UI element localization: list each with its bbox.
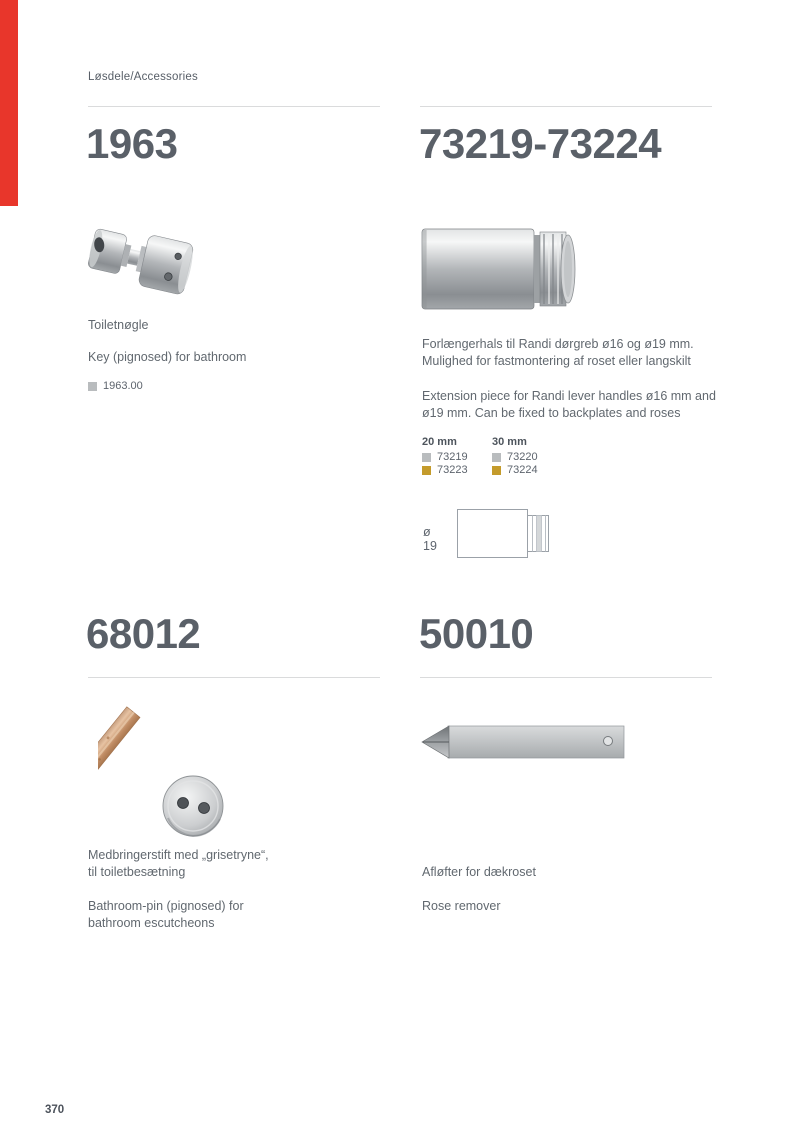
- variant-column-20mm: [422, 436, 492, 478]
- brand-accent-bar: [0, 0, 18, 206]
- desc-en-line2: bathroom escutcheons: [88, 916, 215, 930]
- variant-list: [88, 381, 143, 394]
- variant-row: [492, 452, 562, 463]
- extension-piece-photo: [421, 227, 581, 311]
- variant-row: [88, 381, 143, 392]
- product-title-1963: 1963: [86, 120, 178, 167]
- divider: [420, 106, 712, 107]
- desc-en: Key (pignosed) for bathroom: [88, 350, 247, 364]
- variant-row: [422, 452, 492, 463]
- desc-da-line2: til toiletbesætning: [88, 865, 186, 879]
- breadcrumb: Løsdele/Accessories: [88, 71, 198, 83]
- divider: [88, 106, 380, 107]
- product-title-68012: 68012: [86, 610, 201, 657]
- variant-code: 73220: [507, 451, 538, 463]
- divider: [420, 677, 712, 678]
- desc-da: Afløfter for dækroset: [422, 865, 536, 879]
- variant-code: 73219: [437, 451, 468, 463]
- desc-en: Rose remover: [422, 899, 501, 913]
- variant-code: 73223: [437, 464, 468, 476]
- desc-da-line2: Mulighed for fastmontering af roset eller langskilt: [422, 354, 691, 368]
- variant-row: [422, 465, 492, 476]
- finish-swatch-steel: [422, 453, 431, 462]
- finish-swatch-brass: [422, 466, 431, 475]
- bathroom-key-photo: [86, 224, 194, 308]
- finish-swatch-steel: [88, 382, 97, 391]
- variant-code: 73224: [507, 464, 538, 476]
- divider: [88, 677, 380, 678]
- variant-row: [492, 465, 562, 476]
- desc-da-line1: Forlængerhals til Randi dørgreb ø16 og ø19 mm.: [422, 337, 694, 351]
- desc-en-line1: Bathroom-pin (pignosed) for: [88, 899, 244, 913]
- finish-swatch-steel: [492, 453, 501, 462]
- variant-table: [422, 436, 562, 478]
- rose-remover-photo: [420, 720, 628, 764]
- variant-column-header: 30 mm: [492, 436, 527, 448]
- variant-column-30mm: [492, 436, 562, 478]
- desc-en-line2: ø19 mm. Can be fixed to backplates and roses: [422, 406, 681, 420]
- finish-swatch-brass: [492, 466, 501, 475]
- product-title-73219-73224: 73219-73224: [419, 120, 662, 167]
- variant-column-header: 20 mm: [422, 436, 457, 448]
- desc-en-line1: Extension piece for Randi lever handles ø16 mm and: [422, 389, 716, 403]
- page-number: 370: [45, 1104, 65, 1116]
- variant-code: 1963.00: [103, 380, 143, 392]
- desc-da: Toiletnøgle: [88, 318, 149, 332]
- desc-da-line1: Medbringerstift med „grisetryne“,: [88, 848, 269, 862]
- product-title-50010: 50010: [419, 610, 534, 657]
- bathroom-pin-photo: [98, 706, 232, 840]
- diameter-label: ø 19: [423, 525, 437, 553]
- dimension-drawing: [455, 505, 587, 563]
